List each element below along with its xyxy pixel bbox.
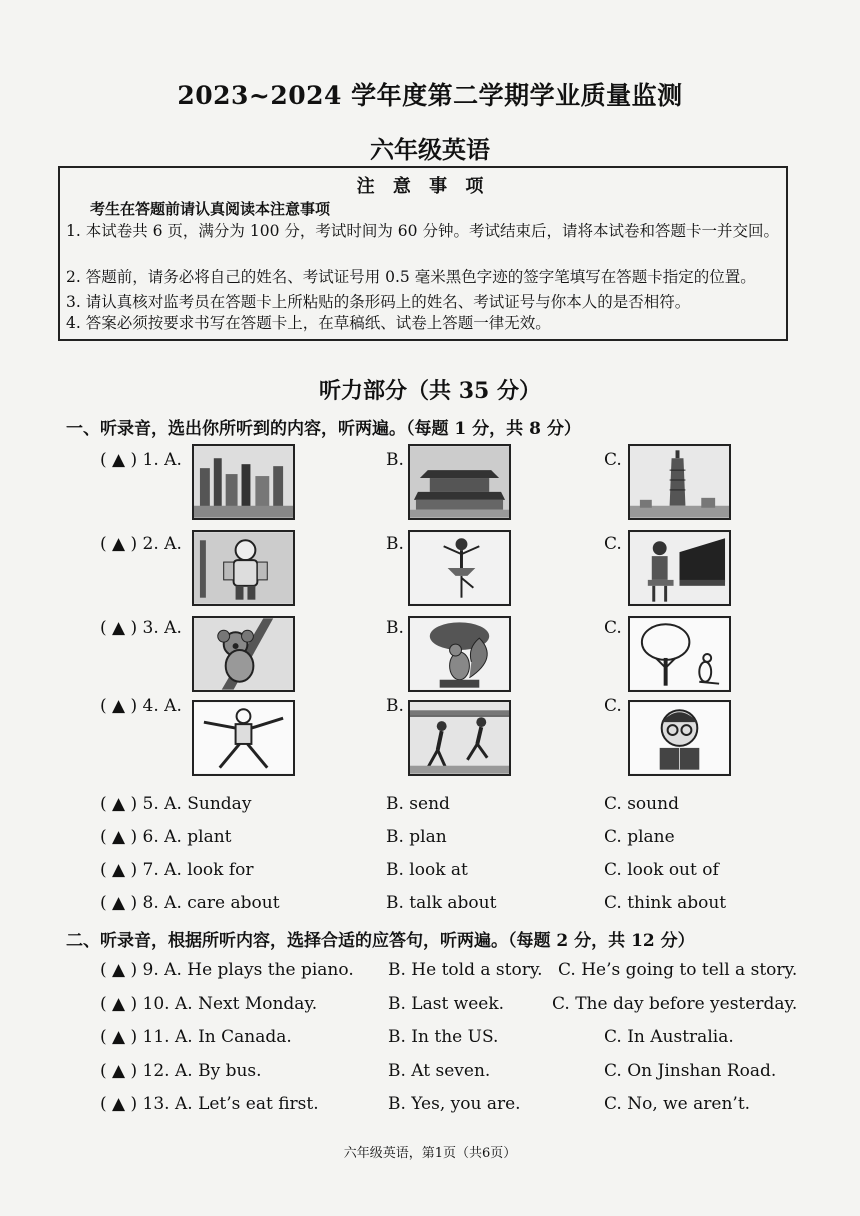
koala-picture[interactable]	[192, 616, 295, 692]
running-people-picture[interactable]	[408, 700, 511, 776]
option-b-label: B.	[386, 450, 404, 470]
option-c: C. look out of	[604, 860, 719, 880]
reading-boy-picture[interactable]	[628, 700, 731, 776]
notice-box	[58, 166, 788, 341]
option-c: C. On Jinshan Road.	[604, 1061, 777, 1081]
option-c: C. He’s going to tell a story.	[558, 960, 798, 980]
tree-kangaroo-picture[interactable]	[628, 616, 731, 692]
option-c: C. think about	[604, 893, 727, 913]
ballet-dancer-picture[interactable]	[408, 530, 511, 606]
option-c-label: C.	[604, 534, 622, 554]
question-label: ( ▲ ) 2. A.	[100, 534, 182, 554]
option-b: B. In the US.	[388, 1027, 499, 1047]
question-label: ( ▲ ) 5. A. Sunday	[100, 794, 252, 814]
city-skyline-picture[interactable]	[192, 444, 295, 520]
option-c: C. The day before yesterday.	[552, 994, 798, 1014]
page-footer: 六年级英语，第1页（共6页）	[343, 1146, 517, 1161]
question-label: ( ▲ ) 9. A. He plays the piano.	[100, 960, 354, 980]
question-label: ( ▲ ) 8. A. care about	[100, 893, 280, 913]
notice-item: 3. 请认真核对监考员在答题卡上所粘贴的条形码上的姓名、考试证号与你本人的是否相符。	[66, 293, 691, 311]
taipei-tower-picture[interactable]	[628, 444, 731, 520]
exam-subtitle: 六年级英语	[370, 135, 490, 164]
option-b: B. Yes, you are.	[388, 1094, 521, 1114]
option-b-label: B.	[386, 618, 404, 638]
exam-title: 2023~2024 学年度第二学期学业质量监测	[177, 81, 683, 110]
option-b: B. look at	[386, 860, 468, 880]
question-label: ( ▲ ) 12. A. By bus.	[100, 1061, 262, 1081]
option-c: C. plane	[604, 827, 675, 847]
part1-instruction: 一、听录音，选出你所听到的内容，听两遍。（每题 1 分，共 8 分）	[66, 419, 581, 439]
question-label: ( ▲ ) 10. A. Next Monday.	[100, 994, 318, 1014]
notice-heading: 注 意 事 项	[356, 176, 490, 197]
notice-item: 1. 本试卷共 6 页，满分为 100 分，考试时间为 60 分钟。考试结束后，请将本试卷和答题卡一并交回。	[66, 222, 779, 240]
option-c: C. In Australia.	[604, 1027, 734, 1047]
section-title: 听力部分（共 35 分）	[319, 378, 541, 404]
question-label: ( ▲ ) 13. A. Let’s eat first.	[100, 1094, 319, 1114]
option-b: B. Last week.	[388, 994, 505, 1014]
option-b: B. At seven.	[388, 1061, 491, 1081]
option-b-label: B.	[386, 534, 404, 554]
option-c-label: C.	[604, 618, 622, 638]
option-c-label: C.	[604, 696, 622, 716]
question-label: ( ▲ ) 3. A.	[100, 618, 182, 638]
option-b: B. plan	[386, 827, 447, 847]
question-label: ( ▲ ) 6. A. plant	[100, 827, 232, 847]
option-b-label: B.	[386, 696, 404, 716]
question-label: ( ▲ ) 7. A. look for	[100, 860, 254, 880]
option-c: C. sound	[604, 794, 679, 814]
astronaut-picture[interactable]	[192, 530, 295, 606]
option-b: B. send	[386, 794, 450, 814]
tai-chi-picture[interactable]	[192, 700, 295, 776]
question-label: ( ▲ ) 1. A.	[100, 450, 182, 470]
option-c-label: C.	[604, 450, 622, 470]
notice-subheading: 考生在答题前请认真阅读本注意事项	[90, 200, 331, 218]
option-c: C. No, we aren’t.	[604, 1094, 751, 1114]
question-label: ( ▲ ) 11. A. In Canada.	[100, 1027, 292, 1047]
option-b: B. He told a story.	[388, 960, 543, 980]
tiananmen-gate-picture[interactable]	[408, 444, 511, 520]
option-b: B. talk about	[386, 893, 497, 913]
squirrel-picture[interactable]	[408, 616, 511, 692]
notice-item: 2. 答题前，请务必将自己的姓名、考试证号用 0.5 毫米黑色字迹的签字笔填写在答题卡指定的位置。	[66, 268, 756, 286]
question-label: ( ▲ ) 4. A.	[100, 696, 182, 716]
part2-instruction: 二、听录音，根据所听内容，选择合适的应答句，听两遍。（每题 2 分，共 12 分）	[66, 931, 695, 951]
piano-player-picture[interactable]	[628, 530, 731, 606]
notice-item: 4. 答案必须按要求书写在答题卡上，在草稿纸、试卷上答题一律无效。	[66, 314, 551, 332]
